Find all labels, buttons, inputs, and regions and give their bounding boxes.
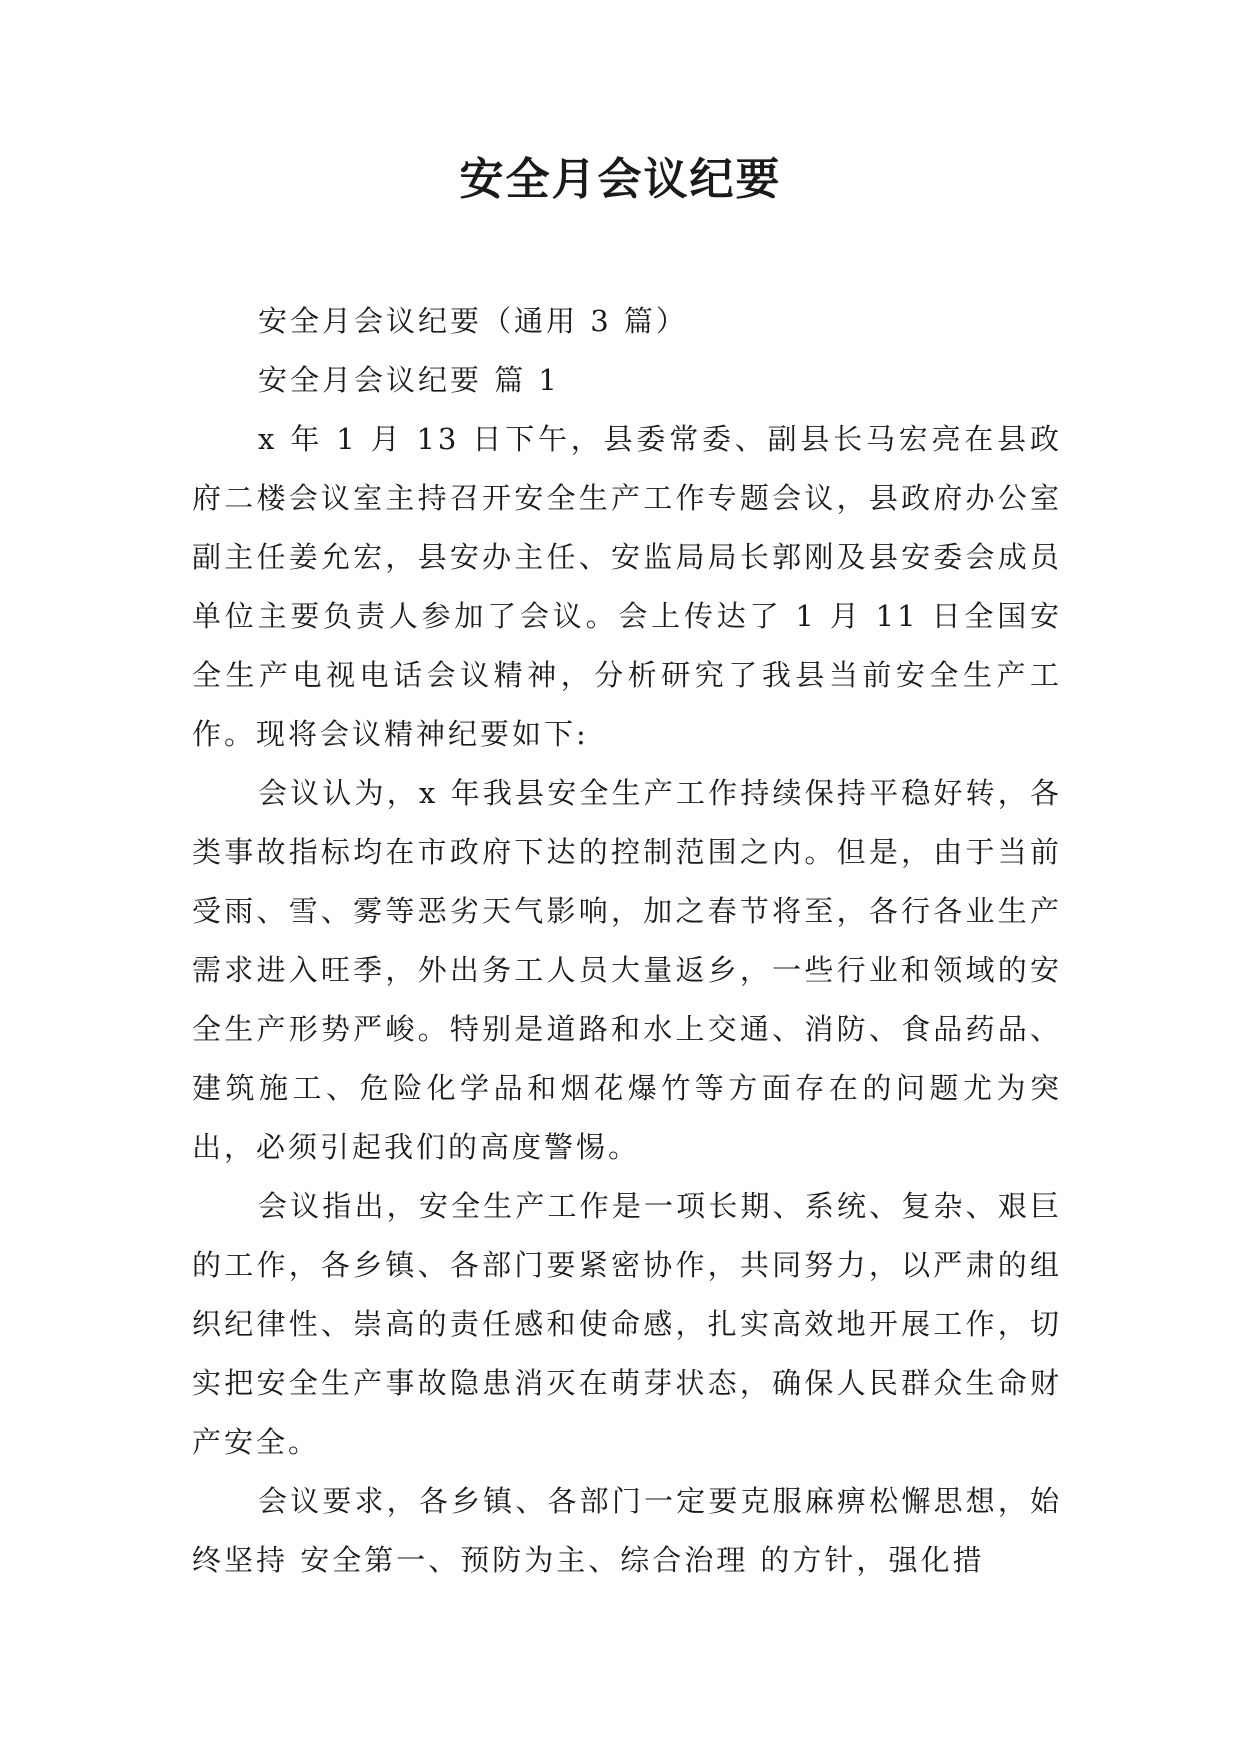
document-title: 安全月会议纪要: [459, 154, 782, 205]
body-paragraph-situation: 会议认为，x 年我县安全生产工作持续保持平稳好转，各类事故指标均在市政府下达的控制范围之内。但是，由于当前受雨、雪、雾等恶劣天气影响，加之春节将至，各行各业生产需求进入旺季，外出务工人员大量返乡，一些行业和领域的安全生产形势严峻。特别是道路和水上交通、消防、食品药品、建筑施工、危险化学品和烟花爆竹等方面存在的问题尤为突出，必须引起我们的高度警惕。: [192, 776, 1062, 1164]
body-paragraph-meeting-intro: x 年 1 月 13 日下午，县委常委、副县长马宏亮在县政府二楼会议室主持召开安全生产工作专题会议，县政府办公室副主任姜允宏，县安办主任、安监局局长郭刚及县安委会成员单位主要负责人参加了会议。会上传达了 1 月 11 日全国安全生产电视电话会议精神，分析研究了我县当前安全生产工作。现将会议精神纪要如下:: [192, 422, 1062, 751]
document-body: [192, 292, 1062, 1590]
body-paragraph-guidance: 会议指出，安全生产工作是一项长期、系统、复杂、艰巨的工作，各乡镇、各部门要紧密协作，共同努力，以严肃的组织纪律性、崇高的责任感和使命感，扎实高效地开展工作，切实把安全生产事故隐患消灭在萌芽状态，确保人民群众生命财产安全。: [192, 1189, 1062, 1459]
section-heading: 安全月会议纪要 篇 1: [258, 363, 560, 397]
subtitle-paragraph: 安全月会议纪要（通用 3 篇）: [258, 304, 688, 338]
body-paragraph-requirements: 会议要求，各乡镇、各部门一定要克服麻痹松懈思想，始终坚持 安全第一、预防为主、综合治理 的方针，强化措: [192, 1484, 1062, 1577]
